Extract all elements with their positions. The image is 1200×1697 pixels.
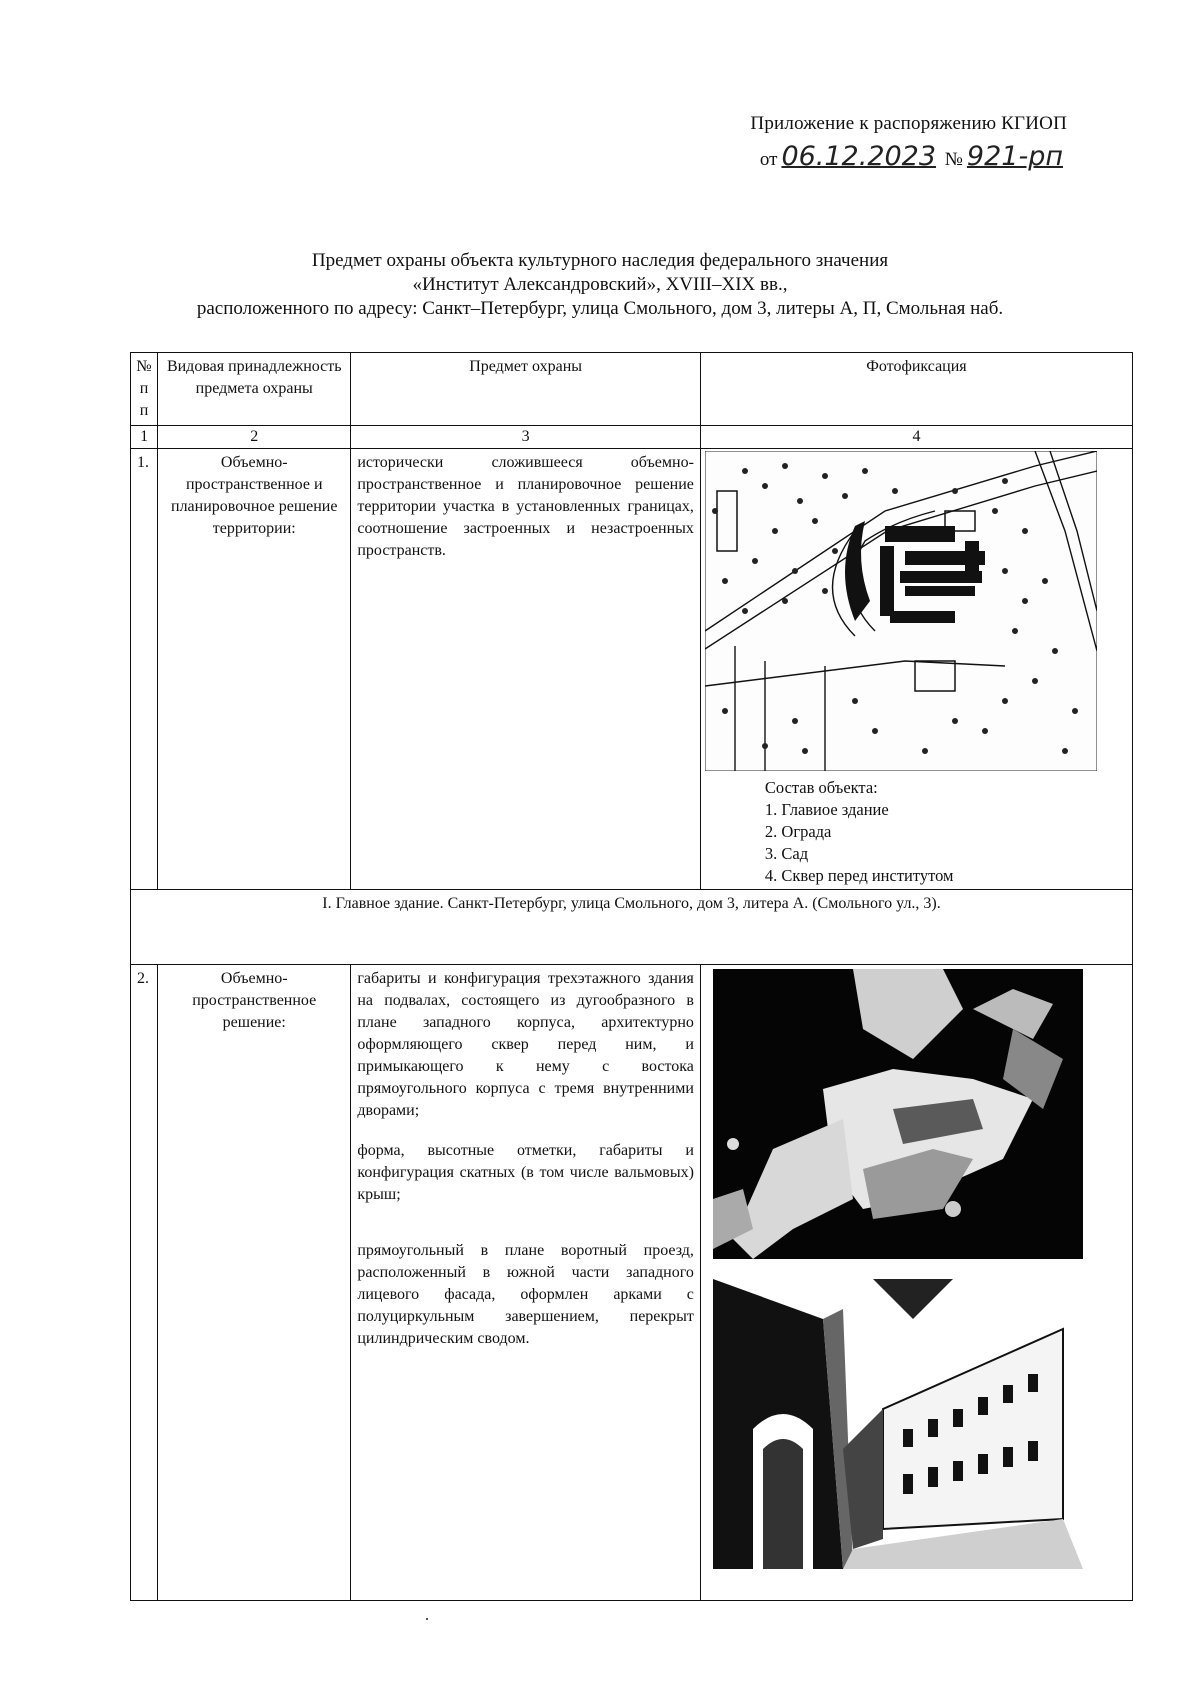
header-photo: Фотофиксация [700,353,1132,426]
column-number-row [131,426,1133,449]
row-subject: исторически сложившееся объемно-пространственное и планировочное решение территории участка в установленных границах, соотношение застроенных и незастроенных пространств. [351,449,701,890]
aerial-photo [713,969,1083,1259]
row-number: 2. [131,965,158,1601]
subject-paragraph-3: прямоугольный в плане воротный проезд, расположенный в южной части западного лицевого фасада, оформлен арками с полуциркульным завершением, перекрыт цилиндрическим сводом. [357,1242,694,1347]
row-type: Объемно-пространственное решение: [158,965,351,1601]
header-subject: Предмет охраны [351,353,701,426]
header-number-line-2: п [139,380,149,397]
col-number-2: 2 [158,426,351,449]
photo-cell [700,449,1132,890]
object-composition [765,777,1128,887]
subject-paragraph-1: габариты и конфигурация трехэтажного здания на подвалах, состоящего из дугообразного в плане западного корпуса, архитектурно оформляющего сквер перед ним, и примыкающего к нему с востока прямоугольного корпуса с тремя внутренними дворами; [357,970,694,1119]
annex-date-number [750,141,1067,172]
scan-speck [426,1618,428,1620]
row-subject [351,965,701,1601]
table-row [131,449,1133,890]
annex-header [750,113,1067,172]
composition-item: 1. Главиое здание [764,800,889,819]
annex-number-label: № [944,149,963,170]
document-title [60,249,1140,321]
row-number: 1. [131,449,158,890]
title-line-3: расположенного по адресу: Санкт–Петербург, улица Смольного, дом 3, литеры А, П, Смольная наб. [196,298,1004,319]
composition-heading: Состав объекта: [764,778,878,797]
site-plan-map [705,451,1097,771]
protection-subject-table [130,352,1133,1601]
composition-item: 2. Ограда [764,822,832,841]
title-line-1: Предмет охраны объекта культурного наследия федерального значения [311,250,889,271]
header-row [131,353,1133,426]
photo-cell [700,965,1132,1601]
title-line-2: «Институт Александровский», XVIII–XIX вв., [412,274,788,295]
annex-number: 921-рп [966,141,1063,172]
composition-item: 4. Сквер перед институтом [764,866,954,885]
header-number [131,353,158,426]
header-number-line-3: п [139,402,149,419]
section-main-building: I. Главное здание. Санкт-Петербург, улица Смольного, дом 3, литера А. (Смольного ул., 3). [131,890,1133,965]
subject-paragraph-2: форма, высотные отметки, габариты и конфигурация скатных (в том числе вальмовых) крыш; [357,1142,694,1203]
col-number-3: 3 [351,426,701,449]
header-number-line-1: № [136,358,152,375]
annex-from-label: от [759,149,778,170]
section-header-row [131,890,1133,965]
composition-item: 3. Сад [764,844,809,863]
annex-date: 06.12.2023 [781,141,937,172]
courtyard-photo [713,1279,1083,1569]
col-number-4: 4 [700,426,1132,449]
col-number-1: 1 [131,426,158,449]
row-type: Объемно-пространственное и планировочное решение территории: [158,449,351,890]
annex-title: Приложение к распоряжению КГИОП [750,113,1067,134]
header-type: Видовая принадлежность предмета охраны [158,353,351,426]
table-row [131,965,1133,1601]
